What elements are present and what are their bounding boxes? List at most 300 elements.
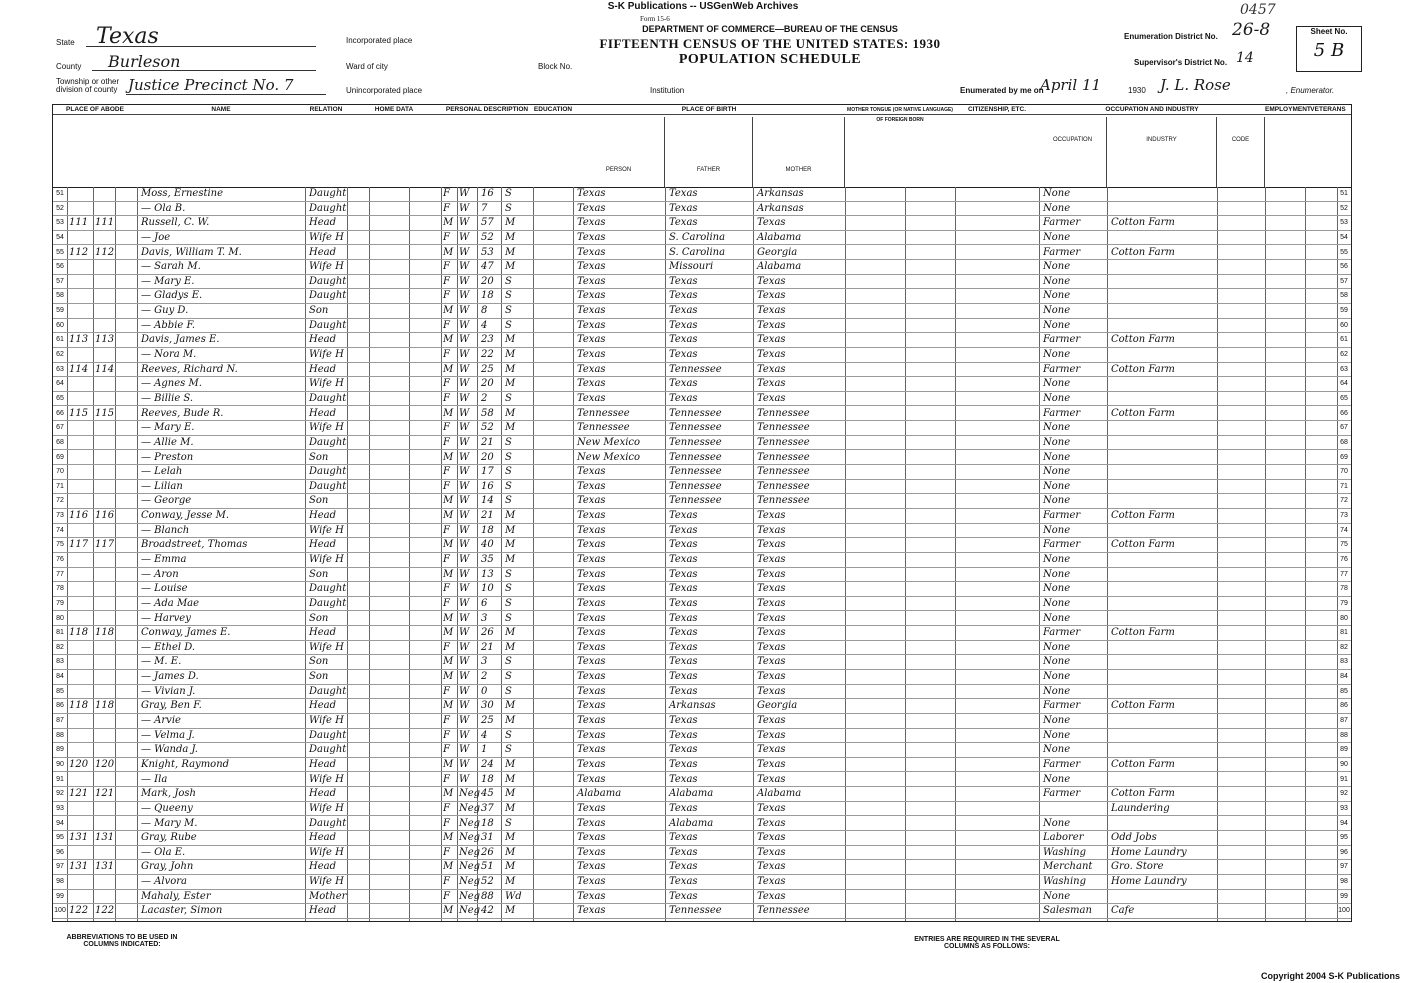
cell-occ: None [1043,202,1071,214]
cell-race: W [459,466,470,478]
cell-rel: Head [309,510,337,522]
cell-name: — Lilian [141,480,183,492]
cell-ms: M [505,407,516,419]
group-mother-tongue: MOTHER TONGUE (OR NATIVE LANGUAGE) OF FOREIGN BORN [845,105,955,115]
cell-mpob: Texas [757,305,786,317]
cell-occ: None [1043,744,1071,756]
line-number-right: 57 [1340,277,1348,285]
cell-dw: 121 [69,788,89,800]
cell-age: 25 [481,715,494,727]
cell-name: Lacaster, Simon [141,905,223,917]
cell-age: 57 [481,217,494,229]
cell-mpob: Texas [757,217,786,229]
cell-ind [1111,289,1217,303]
cell-ind [1111,187,1217,201]
cell-sex: F [443,188,450,199]
cell-occ: None [1043,656,1071,668]
cell-occ: None [1043,729,1071,741]
line-number-right: 92 [1340,790,1348,798]
county-underline [92,70,316,71]
cell-mpob: Texas [757,832,786,844]
cell-name: Russell, C. W. [141,217,210,229]
cell-sex: F [443,715,450,727]
cell-occ: None [1043,671,1071,683]
cell-occ: None [1043,715,1071,727]
cell-sex: F [443,729,450,741]
line-number-right: 78 [1340,585,1348,593]
cell-mpob: Alabama [757,788,802,800]
cell-dw [69,582,91,596]
cell-rel: Daught [309,480,347,492]
cell-name: Conway, Jesse M. [141,510,230,522]
cell-sex: M [443,627,454,639]
cell-name: Broadstreet, Thomas [141,539,248,551]
cell-fam [95,773,115,787]
cell-sex: M [443,905,454,917]
table-row [53,904,1351,919]
table-row [53,465,1351,480]
cell-rel: Head [309,407,337,419]
cell-dw [69,685,91,699]
cell-fpob: Tennessee [669,905,722,917]
cell-name: Knight, Raymond [141,758,230,770]
cell-ind [1111,319,1217,333]
cell-occ: None [1043,466,1071,478]
cell-mpob: Texas [757,510,786,522]
line-number-right: 58 [1340,292,1348,300]
cell-pob: Texas [577,641,606,653]
cell-fpob: Texas [669,290,698,302]
cell-race: Neg [459,861,481,873]
line-number: 51 [56,190,64,197]
cell-pob: Texas [577,568,606,580]
cell-dw: 111 [69,217,89,229]
cell-dw: 114 [69,363,89,375]
cell-ind: Gro. Store [1111,861,1164,873]
cell-pob: Texas [577,554,606,565]
cell-mpob: Texas [757,334,786,346]
line-number-right: 72 [1340,497,1348,505]
cell-ms: S [505,188,512,199]
cell-fpob: Texas [669,612,698,624]
cell-mpob: Texas [757,641,786,653]
cell-age: 3 [481,612,488,624]
cell-ind: Cotton Farm [1111,246,1175,258]
table-row [53,216,1351,231]
cell-pob: Texas [577,627,606,639]
group-employment: EMPLOYMENT [1265,106,1311,113]
cell-pob: Texas [577,583,606,595]
line-number: 88 [56,731,64,739]
cell-fam [95,685,115,699]
cell-age: 45 [481,788,494,800]
cell-age: 2 [481,671,488,683]
cell-occ: None [1043,231,1071,243]
cell-pob: Texas [577,861,606,873]
cell-fam [95,875,115,889]
line-number: 57 [56,277,64,285]
block-label: Block No. [538,62,573,71]
cell-rel: Daught [309,202,347,214]
group-home-data: HOME DATA [347,105,441,115]
cell-ms: M [505,773,516,785]
cell-name: — Velma J. [141,729,195,741]
cell-pob: Tennessee [577,422,630,434]
cell-rel: Wife H [309,715,344,727]
cell-rel: Daught [309,466,347,478]
cell-ms: M [505,524,516,536]
township-underline [126,94,326,95]
line-number-right: 99 [1340,892,1348,900]
cell-dw [69,743,91,757]
cell-name: — Nora M. [141,349,197,361]
cell-mpob: Tennessee [757,480,810,492]
cell-ind [1111,451,1217,465]
cell-fam [95,480,115,494]
cell-rel: Head [309,246,337,258]
cell-age: 0 [481,685,488,697]
birth-mother-header: MOTHER [753,117,845,187]
cell-fpob: Arkansas [669,700,716,712]
cell-fpob: Texas [669,729,698,741]
cell-sex: M [443,363,454,375]
cell-age: 23 [481,334,494,346]
cell-rel: Wife H [309,641,344,653]
cell-mpob: Texas [757,876,786,888]
table-row [53,524,1351,539]
cell-occ: None [1043,641,1071,653]
cell-pob: Texas [577,802,606,814]
cell-ms: S [505,612,512,624]
cell-mpob: Texas [757,612,786,624]
cell-ind [1111,773,1217,787]
cell-pob: Texas [577,524,606,536]
table-row [53,451,1351,466]
table-row [53,202,1351,217]
cell-rel: Head [309,700,337,712]
cell-age: 4 [481,729,488,741]
cell-age: 6 [481,597,488,609]
cell-dw [69,451,91,465]
cell-dw [69,846,91,860]
cell-name: — Mary M. [141,817,198,829]
cell-pob: Texas [577,597,606,609]
cell-age: 52 [481,231,494,243]
cell-pob: Texas [577,275,606,287]
cell-fam: 113 [95,334,115,346]
cell-rel: Head [309,905,337,917]
cell-fam [95,743,115,757]
cell-name: Moss, Ernestine [141,188,224,199]
cell-ind [1111,685,1217,699]
cell-dw [69,494,91,508]
table-row [53,758,1351,773]
cell-mpob: Alabama [757,261,802,273]
cell-rel: Wife H [309,524,344,536]
cell-occ: None [1043,319,1071,331]
cell-fpob: Texas [669,305,698,317]
cell-sex: F [443,817,450,829]
cell-pob: Texas [577,495,606,507]
cell-fpob: Alabama [669,788,714,800]
cell-race: Neg [459,876,481,888]
cell-rel: Head [309,788,337,800]
group-personal-description: PERSONAL DESCRIPTION [441,105,533,115]
line-number: 69 [56,453,64,461]
cell-rel: Daught [309,436,347,448]
cell-sex: F [443,202,450,214]
enumeration-date: April 11 [1040,76,1102,94]
cell-race: W [459,510,470,522]
line-number: 85 [56,687,64,695]
cell-sex: M [443,700,454,712]
cell-name: Davis, James E. [141,334,220,346]
birth-person-header: PERSON [573,117,665,187]
cell-ind [1111,553,1217,567]
cell-pob: Texas [577,217,606,229]
cell-occ: None [1043,495,1071,507]
cell-sex: F [443,466,450,478]
cell-race: W [459,758,470,770]
cell-name: — Alvora [141,876,188,888]
cell-ms: M [505,334,516,346]
cell-ms: S [505,305,512,317]
cell-fam [95,524,115,538]
line-number: 73 [56,512,64,520]
cell-fam [95,582,115,596]
census-title: FIFTEENTH CENSUS OF THE UNITED STATES: 1930 [599,36,941,51]
cell-ind [1111,260,1217,274]
cell-ms: M [505,832,516,844]
cell-ms: M [505,378,516,390]
schedule-title: POPULATION SCHEDULE [678,52,862,67]
cell-ind [1111,729,1217,743]
cell-rel: Wife H [309,349,344,361]
cell-fpob: Texas [669,773,698,785]
cell-dw: 116 [69,510,89,522]
line-number-right: 60 [1340,321,1348,329]
cell-race: W [459,744,470,756]
line-number: 67 [56,424,64,432]
cell-dw [69,289,91,303]
cell-fam [95,641,115,655]
cell-ind: Cotton Farm [1111,627,1175,639]
table-row [53,597,1351,612]
table-row [53,875,1351,890]
cell-fpob: S. Carolina [669,246,726,258]
cell-name: — M. E. [141,656,182,668]
cell-dw [69,524,91,538]
line-number: 84 [56,673,64,681]
copyright: Copyright 2004 S-K Publications [1260,971,1400,981]
cell-sex: M [443,788,454,800]
cell-ms: M [505,788,516,800]
cell-occ: Salesman [1043,905,1092,917]
cell-mpob: Texas [757,363,786,375]
cell-sex: F [443,290,450,302]
cell-ind [1111,743,1217,757]
cell-occ [1043,802,1107,816]
cell-dw: 117 [69,539,89,551]
department-heading: DEPARTMENT OF COMMERCE—BUREAU OF THE CENSUS [642,24,898,34]
cell-fam [95,597,115,611]
cell-occ: Farmer [1043,700,1081,712]
cell-race: W [459,231,470,243]
cell-pob: New Mexico [577,451,641,463]
cell-name: — Lelah [141,466,183,478]
cell-dw [69,553,91,567]
stamp-number: 0457 [1240,2,1276,18]
table-row [53,260,1351,275]
cell-fpob: Tennessee [669,407,722,419]
cell-rel: Son [309,656,329,668]
cell-age: 40 [481,539,494,551]
cell-pob: Texas [577,246,606,258]
cell-rel: Wife H [309,802,344,814]
cell-race: W [459,334,470,346]
cell-name: — Wanda J. [141,744,198,756]
cell-ms: M [505,846,516,858]
cell-ms: M [505,363,516,375]
cell-pob: Texas [577,539,606,551]
cell-fpob: Texas [669,539,698,551]
table-row [53,699,1351,714]
cell-dw [69,802,91,816]
line-number-right: 54 [1340,233,1348,241]
township-value: Justice Precinct No. 7 [128,76,294,94]
cell-ms: M [505,510,516,522]
cell-age: 24 [481,758,494,770]
cell-race: Neg [459,890,481,902]
cell-sex: M [443,334,454,346]
cell-occ: None [1043,773,1071,785]
cell-race: W [459,480,470,492]
entries-heading: ENTRIES ARE REQUIRED IN THE SEVERAL COLUMNS AS FOLLOWS: [914,936,1060,950]
cell-pob: Texas [577,290,606,302]
line-number: 58 [56,292,64,300]
cell-race: W [459,422,470,434]
cell-fpob: Texas [669,846,698,858]
cell-sex: F [443,261,450,273]
code-header: CODE [1217,117,1265,187]
cell-rel: Daught [309,275,347,287]
cell-age: 16 [481,188,494,199]
cell-name: — Harvey [141,612,191,624]
cell-age: 20 [481,451,494,463]
cell-ms: M [505,641,516,653]
cell-race: W [459,685,470,697]
cell-occ: Farmer [1043,363,1081,375]
line-number: 96 [56,848,64,856]
cell-occ: None [1043,568,1071,580]
cell-mpob: Texas [757,524,786,536]
cell-sex: M [443,451,454,463]
occupation-header: OCCUPATION [1039,117,1107,187]
cell-rel: Wife H [309,378,344,390]
cell-pob: Texas [577,817,606,829]
cell-fam [95,231,115,245]
cell-rel: Son [309,451,329,463]
table-row [53,831,1351,846]
cell-dw [69,392,91,406]
cell-pob: Texas [577,671,606,683]
line-number-right: 79 [1340,599,1348,607]
line-number-right: 75 [1340,541,1348,549]
cell-ms: S [505,744,512,756]
cell-ind [1111,641,1217,655]
cell-race: W [459,275,470,287]
cell-fam: 118 [95,700,115,712]
cell-occ: Farmer [1043,627,1081,639]
cell-rel: Daught [309,319,347,331]
cell-mpob: Texas [757,671,786,683]
cell-rel: Son [309,495,329,507]
cell-race: Neg [459,832,481,844]
table-row [53,377,1351,392]
cell-sex: M [443,510,454,522]
line-number-right: 81 [1340,629,1348,637]
cell-race: W [459,568,470,580]
cell-dw: 118 [69,700,89,712]
cell-pob: Tennessee [577,407,630,419]
cell-race: Neg [459,905,481,917]
line-number-right: 59 [1340,307,1348,315]
cell-ms: M [505,349,516,361]
table-row [53,729,1351,744]
cell-age: 22 [481,349,494,361]
line-number: 77 [56,570,64,578]
cell-occ: None [1043,392,1071,404]
cell-fpob: Texas [669,583,698,595]
cell-mpob: Tennessee [757,495,810,507]
cell-fpob: Texas [669,188,698,199]
cell-sex: M [443,656,454,668]
cell-name: — Louise [141,583,188,595]
table-row [53,333,1351,348]
cell-dw [69,202,91,216]
line-number: 83 [56,658,64,666]
cell-name: Gray, John [141,861,194,873]
line-number-right: 85 [1340,687,1348,695]
table-row [53,743,1351,758]
cell-name: — George [141,495,192,507]
cell-sex: F [443,349,450,361]
cell-dw [69,655,91,669]
cell-fpob: Tennessee [669,363,722,375]
industry-header: INDUSTRY [1107,117,1217,187]
cell-fpob: Texas [669,656,698,668]
cell-race: W [459,597,470,609]
cell-race: W [459,524,470,536]
cell-pob: Texas [577,905,606,917]
cell-fpob: Texas [669,744,698,756]
sheet-number: 5 B [1313,40,1345,61]
cell-pob: Texas [577,876,606,888]
line-number: 98 [56,878,64,886]
line-number: 76 [56,556,64,563]
cell-sex: M [443,758,454,770]
line-number-right: 100 [1338,907,1350,915]
cell-dw [69,348,91,362]
cell-occ: Farmer [1043,510,1081,522]
line-number: 97 [56,863,64,871]
cell-pob: Texas [577,202,606,214]
cell-sex: F [443,597,450,609]
cell-sex: F [443,524,450,536]
cell-sex: F [443,685,450,697]
cell-age: 26 [481,627,494,639]
table-row [53,304,1351,319]
